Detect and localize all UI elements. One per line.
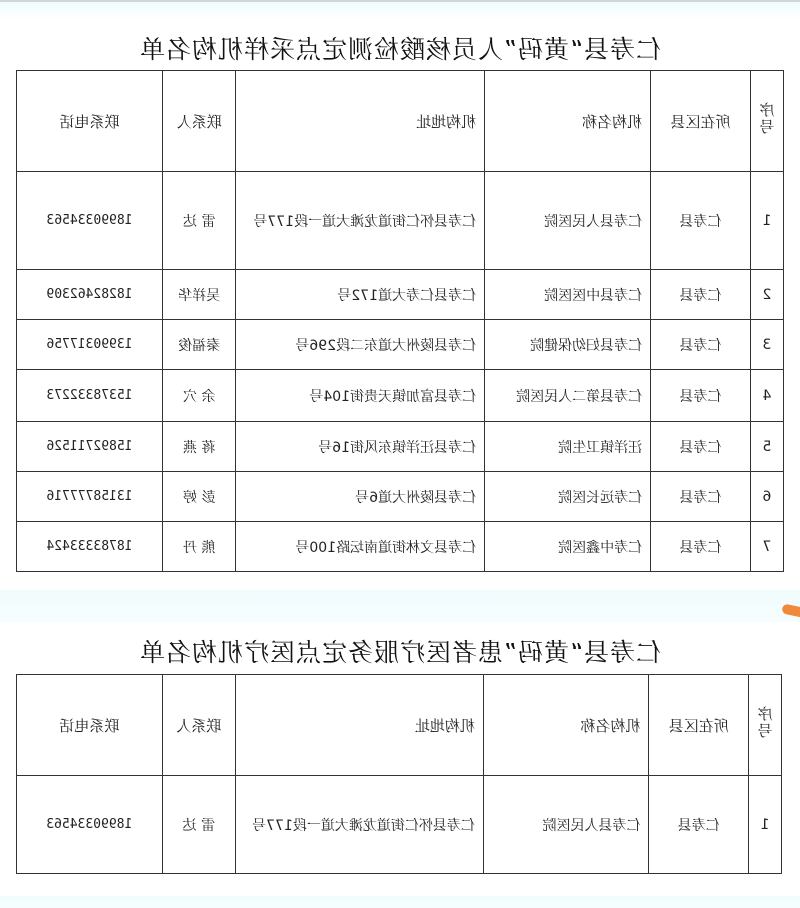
cell-address: 仁寿县陵州大道6号 bbox=[236, 472, 485, 522]
header-address: 机构地址 bbox=[236, 71, 485, 172]
table-row bbox=[17, 422, 784, 472]
cell-phone: 18282462309 bbox=[17, 270, 163, 320]
cell-name: 仁寿中鑫医院 bbox=[485, 522, 651, 572]
cell-person: 秦福俊 bbox=[163, 320, 236, 370]
cell-no: 2 bbox=[750, 270, 783, 320]
header-county: 所在区县 bbox=[649, 675, 748, 776]
bottom-band bbox=[0, 896, 800, 908]
cell-address: 仁寿县怀仁街道龙滩大道一段177号 bbox=[236, 172, 485, 270]
cell-no: 6 bbox=[750, 472, 783, 522]
sampling-institutions-table bbox=[16, 70, 784, 572]
header-person: 联系人 bbox=[162, 675, 235, 776]
cell-name: 仁寿县人民医院 bbox=[485, 172, 651, 270]
table-header-row bbox=[17, 71, 784, 172]
cell-person: 余 穴 bbox=[163, 370, 236, 422]
cell-address: 仁寿县怀仁街道龙滩大道一段177号 bbox=[235, 776, 483, 874]
cell-no: 1 bbox=[750, 172, 783, 270]
cell-phone: 18783333424 bbox=[17, 522, 163, 572]
header-name: 机构名称 bbox=[485, 71, 651, 172]
cell-phone: 18990334563 bbox=[17, 776, 163, 874]
table-row bbox=[17, 776, 782, 874]
cell-county: 仁寿县 bbox=[651, 320, 751, 370]
cell-county: 仁寿县 bbox=[651, 172, 751, 270]
cell-county: 仁寿县 bbox=[651, 472, 751, 522]
table-row bbox=[17, 320, 784, 370]
cell-no: 7 bbox=[750, 522, 783, 572]
header-county: 所在区县 bbox=[651, 71, 751, 172]
cell-name: 仁寿县第二人民医院 bbox=[485, 370, 651, 422]
top-band bbox=[0, 0, 800, 20]
cell-address: 仁寿县汪洋镇东风街16号 bbox=[236, 422, 485, 472]
cell-phone: 18990334563 bbox=[17, 172, 163, 270]
cell-no: 4 bbox=[750, 370, 783, 422]
cell-county: 仁寿县 bbox=[651, 422, 751, 472]
cell-address: 仁寿县富加镇天贵街104号 bbox=[236, 370, 485, 422]
table-row bbox=[17, 172, 784, 270]
cell-person: 熊 丹 bbox=[163, 522, 236, 572]
cell-person: 雷 达 bbox=[162, 776, 235, 874]
cell-no: 5 bbox=[750, 422, 783, 472]
cell-phone: 13990317756 bbox=[17, 320, 163, 370]
header-no: 序号 bbox=[750, 71, 783, 172]
cell-name: 仁寿远长医院 bbox=[485, 472, 651, 522]
table-row bbox=[17, 270, 784, 320]
header-phone: 联系电话 bbox=[17, 71, 163, 172]
table-row bbox=[17, 472, 784, 522]
header-phone: 联系电话 bbox=[17, 675, 163, 776]
header-address: 机构地址 bbox=[235, 675, 483, 776]
cell-phone: 15378332273 bbox=[17, 370, 163, 422]
header-no: 序号 bbox=[748, 675, 781, 776]
table-row bbox=[17, 370, 784, 422]
section-divider-band bbox=[0, 590, 800, 622]
cell-name: 仁寿县人民医院 bbox=[483, 776, 649, 874]
cell-person: 吴祥华 bbox=[163, 270, 236, 320]
cell-phone: 15892711526 bbox=[17, 422, 163, 472]
cell-no: 3 bbox=[750, 320, 783, 370]
cell-address: 仁寿县仁寿大道172号 bbox=[236, 270, 485, 320]
cell-address: 仁寿县文林街道南坛路100号 bbox=[236, 522, 485, 572]
cell-name: 仁寿县妇幼保健院 bbox=[485, 320, 651, 370]
header-name: 机构名称 bbox=[483, 675, 649, 776]
cell-no: 1 bbox=[748, 776, 781, 874]
cell-county: 仁寿县 bbox=[651, 522, 751, 572]
table-row bbox=[17, 522, 784, 572]
cell-phone: 13158777716 bbox=[17, 472, 163, 522]
cell-county: 仁寿县 bbox=[651, 370, 751, 422]
cell-address: 仁寿县陵州大道东二段296号 bbox=[236, 320, 485, 370]
cell-name: 仁寿县中医医院 bbox=[485, 270, 651, 320]
cell-person: 彭 婷 bbox=[163, 472, 236, 522]
section1-title: 仁寿县“黄码”人员核酸检测定点采样机构名单 bbox=[139, 35, 661, 64]
cell-county: 仁寿县 bbox=[651, 270, 751, 320]
cell-county: 仁寿县 bbox=[649, 776, 748, 874]
header-person: 联系人 bbox=[163, 71, 236, 172]
table-header-row bbox=[17, 675, 782, 776]
cell-name: 汪洋镇卫生院 bbox=[485, 422, 651, 472]
section2-title: 仁寿县“黄码”患者医疗服务定点医疗机构名单 bbox=[139, 638, 661, 667]
cell-person: 雷 达 bbox=[163, 172, 236, 270]
cell-person: 蒋 燕 bbox=[163, 422, 236, 472]
medical-institutions-table bbox=[16, 674, 782, 874]
